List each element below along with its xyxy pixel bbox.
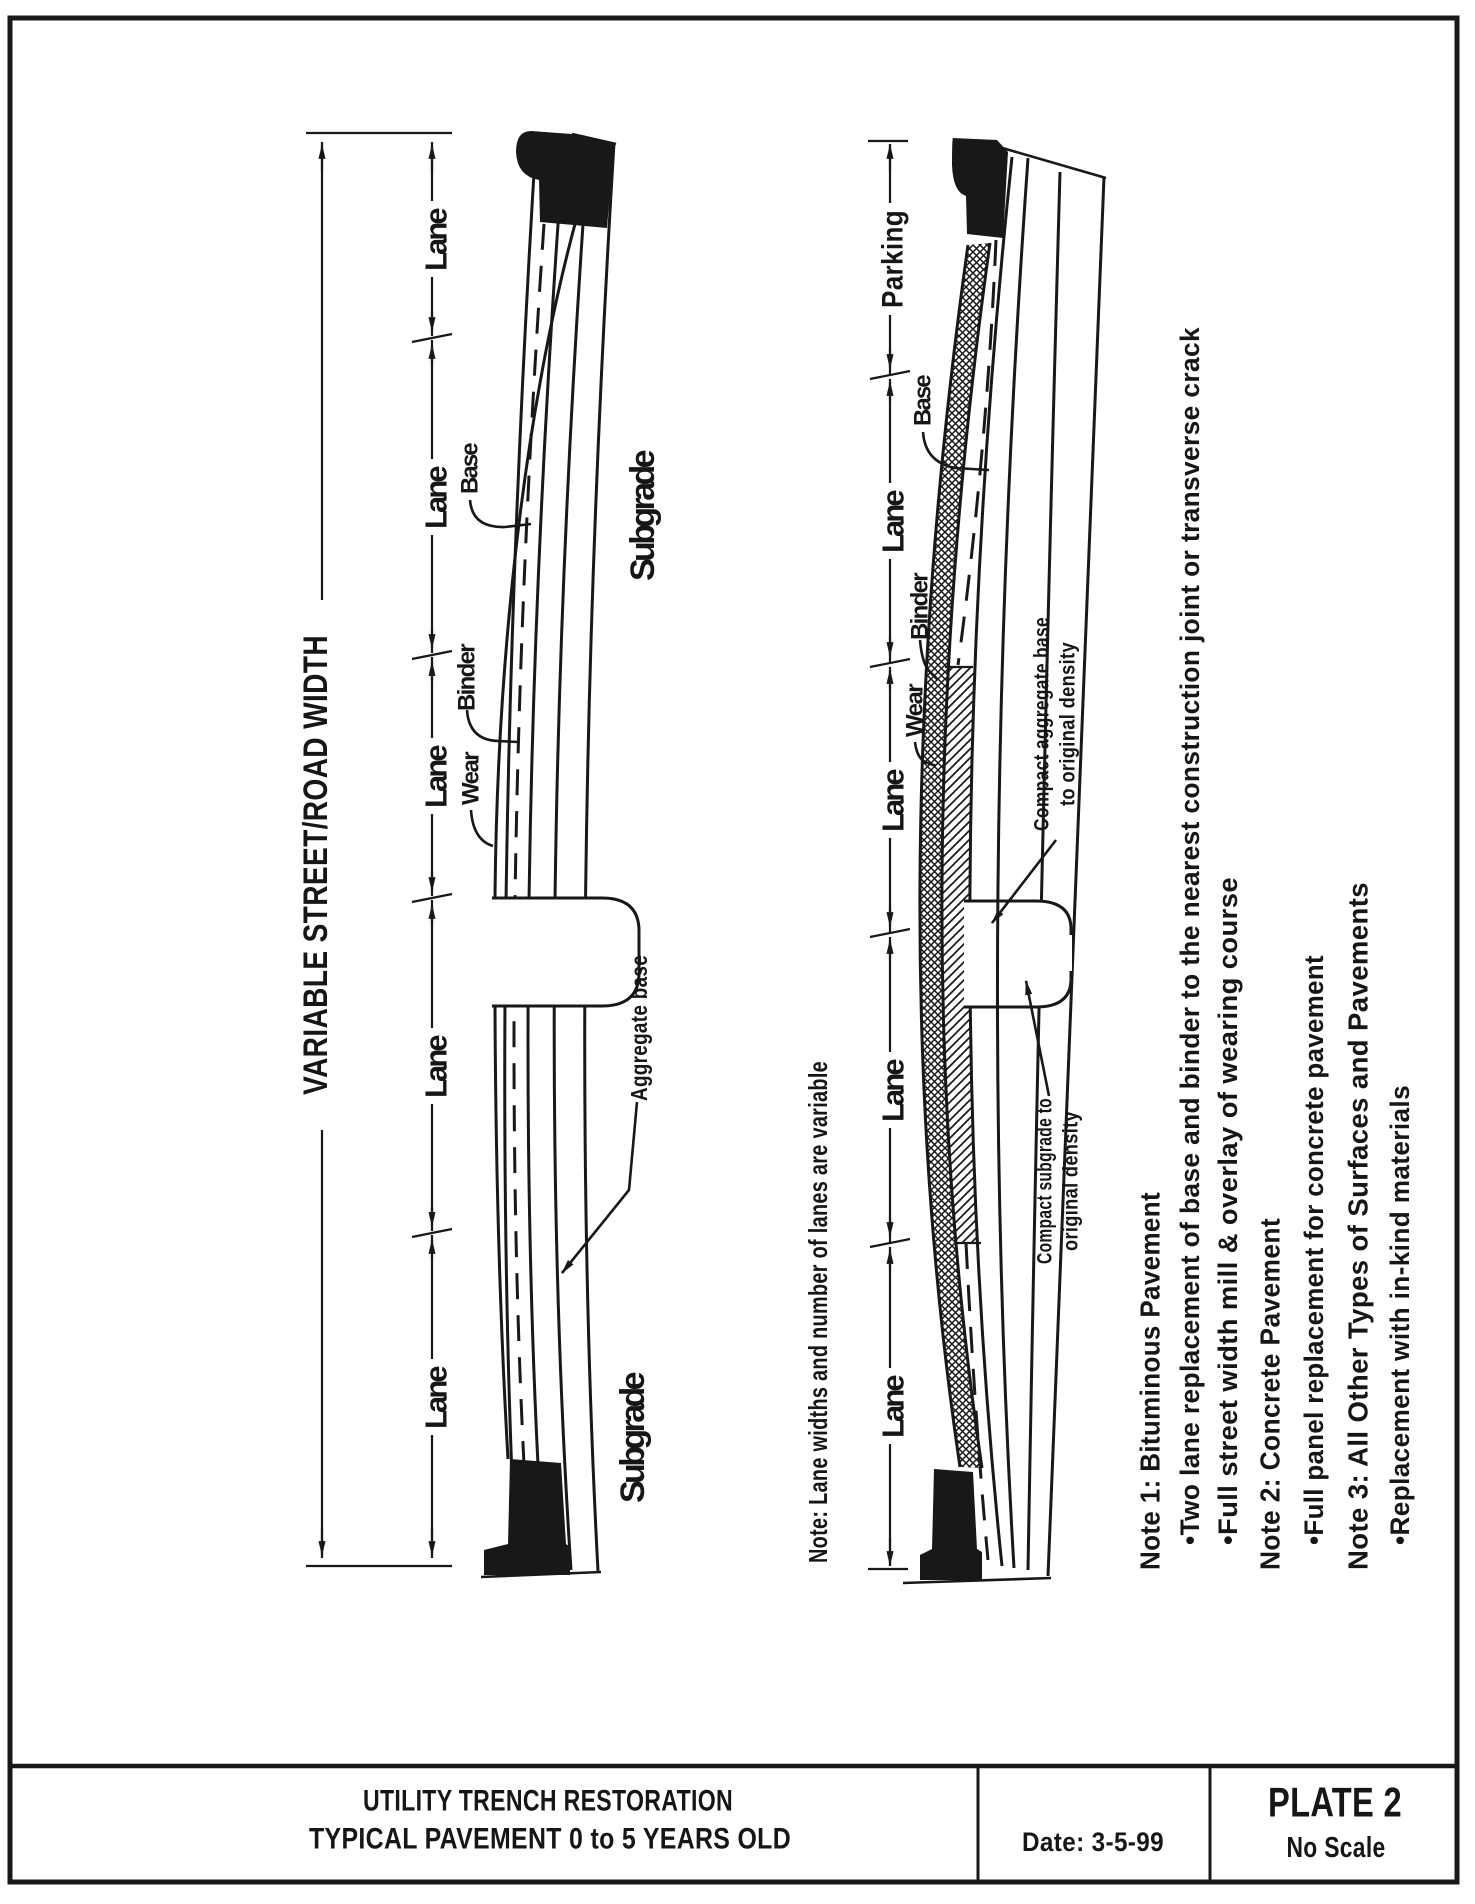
plate-number: PLATE 2 [1268, 1778, 1402, 1826]
lane-label: Lane [875, 1374, 911, 1438]
lane-label: Lane [418, 465, 454, 529]
note2-title: Note 2: Concrete Pavement [1254, 1195, 1286, 1570]
wear-layer-label: Wear [457, 751, 485, 805]
title-block [10, 1766, 1457, 1882]
base-bottom-line [970, 157, 1012, 1566]
base-layer-label: Base [456, 442, 484, 494]
left-road-section [481, 131, 639, 1577]
lane-label: Lane [418, 207, 454, 271]
curb-bottom [484, 1459, 570, 1575]
note1-title: Note 1: Bituminous Pavement [1134, 1162, 1166, 1570]
aggregate-base-leader [562, 1102, 637, 1273]
right-diagram [868, 138, 1106, 1583]
duct-conduit [1054, 955, 1069, 970]
right-road-section [903, 138, 1106, 1583]
note3-bullet1: •Replacement with in-kind materials [1385, 1069, 1415, 1545]
note1-bullet1: •Two lane replacement of base and binder to the nearest construction joint or transverse crack [1175, 293, 1205, 1545]
compact-subgrade-label-line2: original density [1059, 1089, 1083, 1251]
width-dimension-label: VARIABLE STREET/ROAD WIDTH [297, 539, 335, 1095]
subgrade-label-upper: Subgrade [624, 449, 662, 581]
left-label-leaders [467, 500, 637, 1273]
base-bottom-line-2 [997, 158, 1028, 1568]
lane-label: Lane [875, 489, 911, 553]
wear-leader [471, 810, 493, 846]
lanes-variable-note: Note: Lane widths and number of lanes are variable [803, 905, 833, 1563]
notes-block [1134, 293, 1416, 1570]
lane-label: Lane [418, 1034, 454, 1098]
duct-conduit [1033, 955, 1048, 970]
compact-subgrade-label-line1: Compact subgrade to [1033, 1040, 1057, 1264]
parking-label: Parking [876, 195, 910, 308]
aggregate-base-line [554, 138, 589, 1570]
duct-conduit [1054, 939, 1069, 954]
binder-layer-label: Binder [906, 572, 934, 640]
scale-label: No Scale [1286, 1832, 1386, 1864]
subgrade-line [585, 143, 614, 1571]
lane-label: Lane [418, 1365, 454, 1429]
lane-label: Lane [418, 744, 454, 808]
note2-bullet1: •Full panel replacement for concrete pavement [1299, 927, 1329, 1545]
note1-bullet2: •Full street width mill & overlay of wearing course [1213, 886, 1243, 1545]
compact-aggregate-label-line1: Compact aggregate base [1030, 572, 1054, 831]
note3-title: Note 3: All Other Types of Surfaces and Pavements [1342, 870, 1374, 1570]
duct-conduit [1033, 939, 1048, 954]
left-diagram [297, 131, 662, 1577]
curb-bottom [920, 1469, 982, 1580]
subgrade-label-lower: Subgrade [614, 1371, 652, 1503]
section-top-edge [999, 147, 1106, 178]
binder-layer-label: Binder [453, 643, 481, 711]
lane-label: Lane [875, 1058, 911, 1122]
duct-bank [1029, 935, 1072, 971]
drawing-title-line1: UTILITY TRENCH RESTORATION [363, 1784, 733, 1818]
right-dimension-lines [868, 141, 910, 1569]
curb-top [952, 138, 1008, 238]
trench-fill [492, 898, 639, 1006]
binder-top-line [505, 140, 536, 1570]
drawing-title-line2: TYPICAL PAVEMENT 0 to 5 YEARS OLD [309, 1822, 791, 1856]
compact-aggregate-label-line2: to original density [1056, 617, 1080, 806]
wear-layer-label: Wear [901, 683, 929, 737]
date-label: Date: 3-5-99 [1022, 1827, 1164, 1857]
lane-label: Lane [875, 768, 911, 832]
subgrade-line [1048, 177, 1104, 1576]
aggregate-base-label: Aggregate base [626, 922, 652, 1101]
base-layer-label: Base [909, 374, 937, 426]
